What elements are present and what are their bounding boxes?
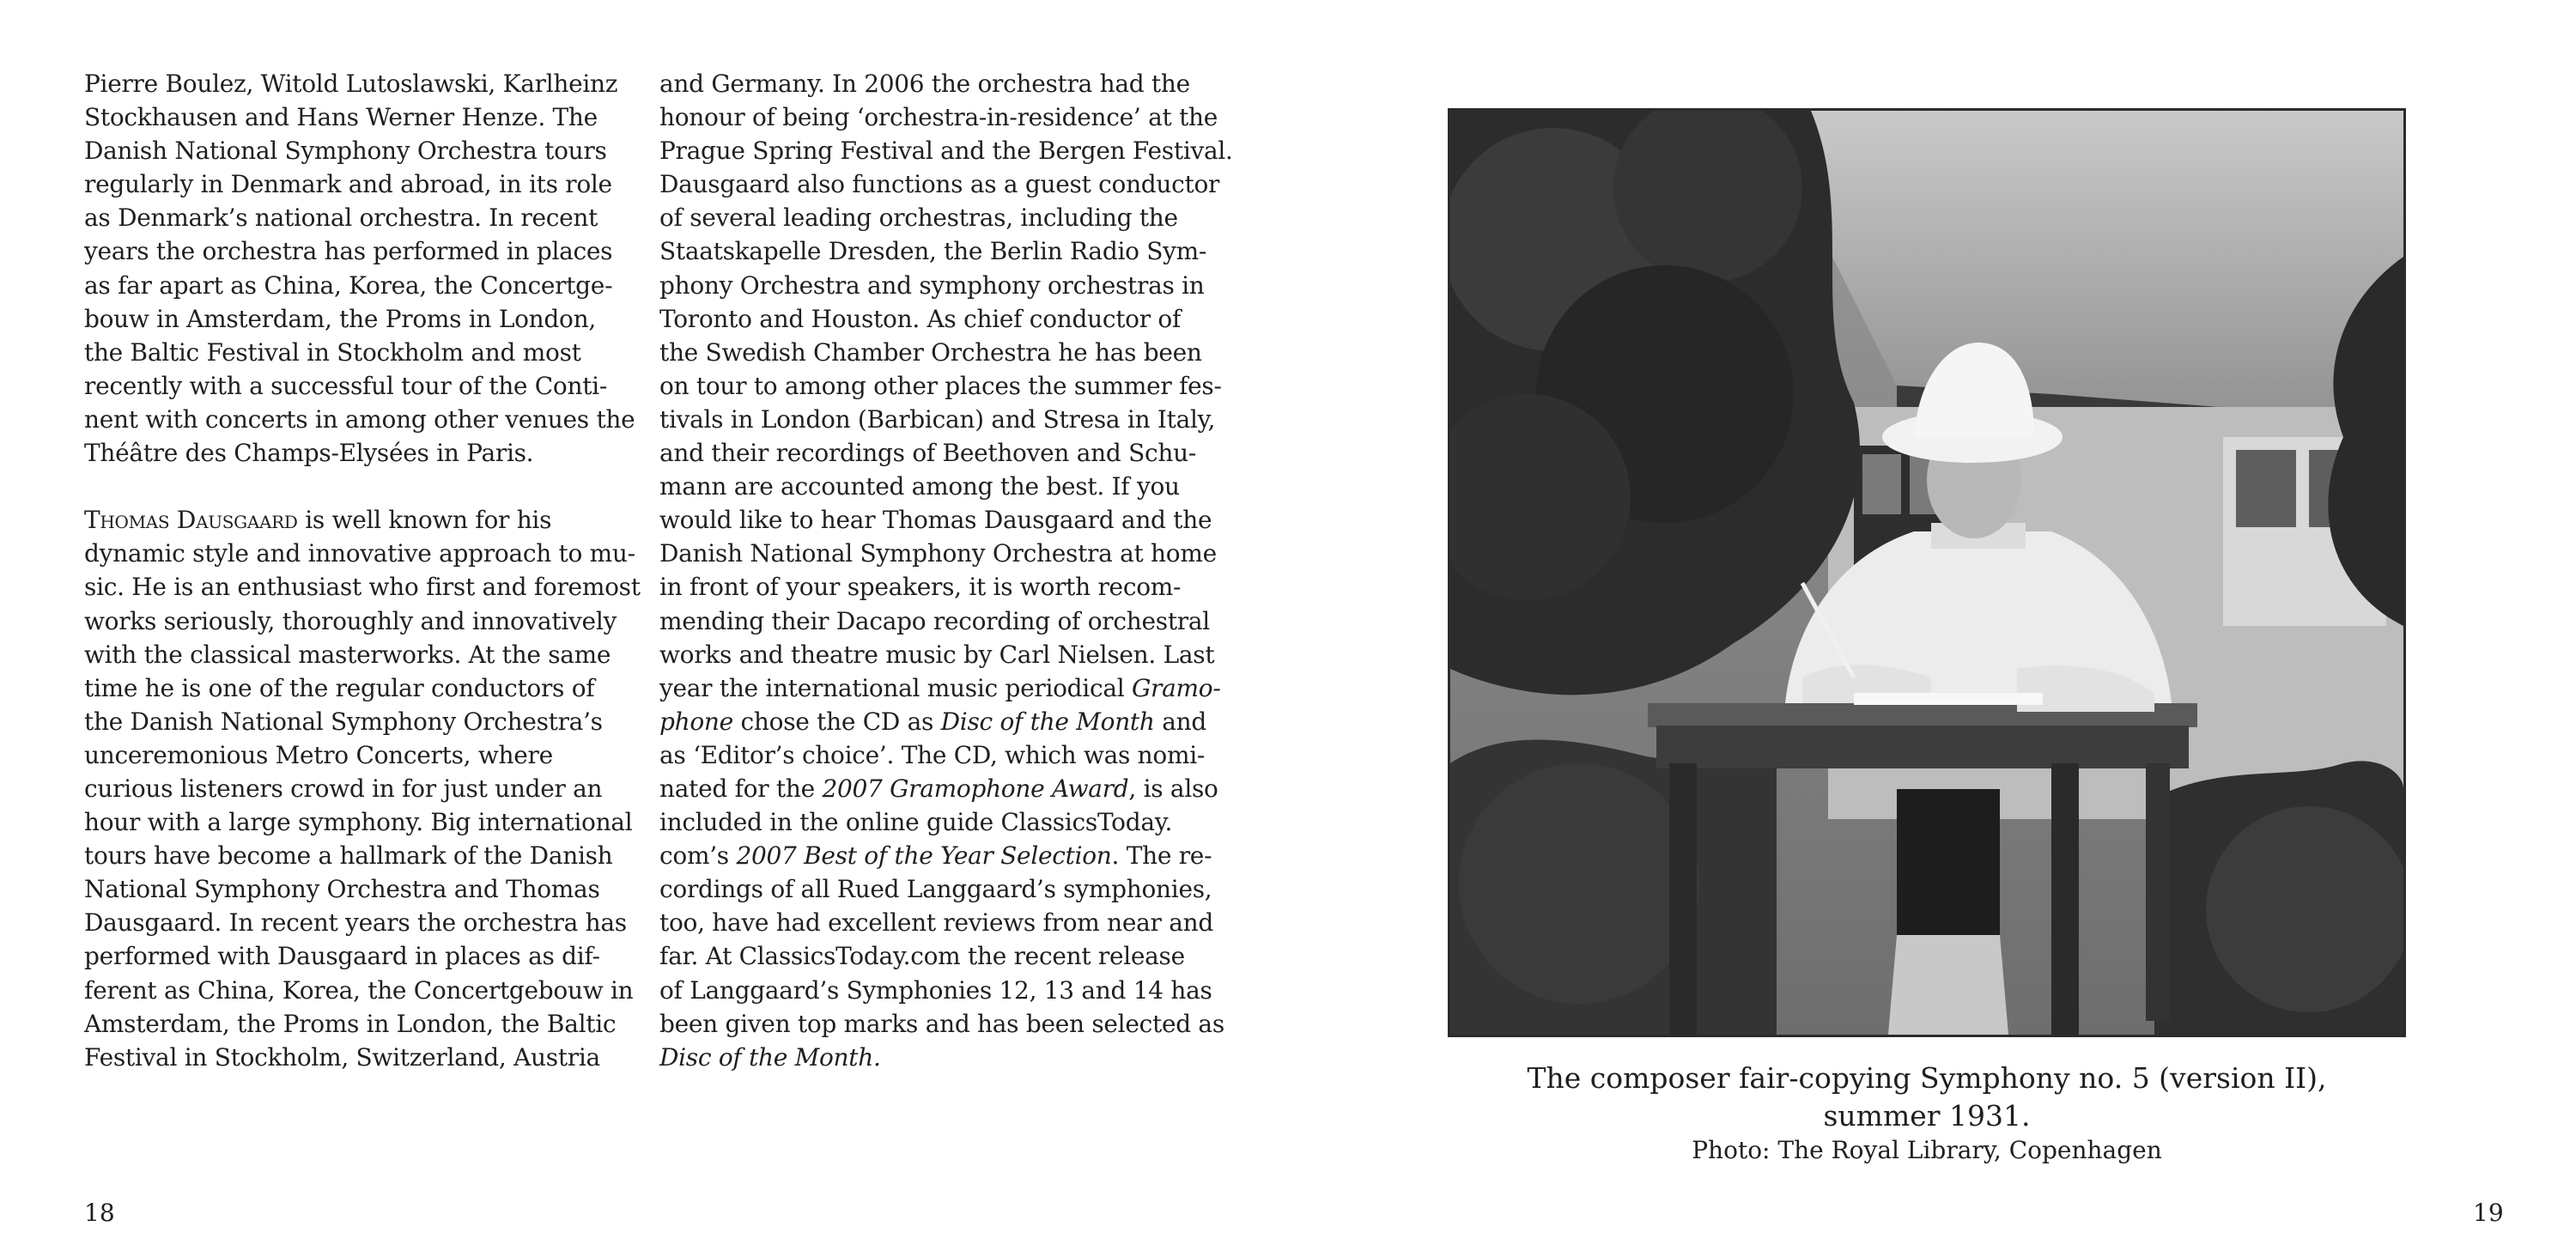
text-line: of several leading orchestras, including the bbox=[659, 203, 1178, 233]
text-line bbox=[659, 671, 1221, 705]
paragraph-thomas-dausgaard bbox=[84, 503, 641, 1074]
photo-credit: Photo: The Royal Library, Copenhagen bbox=[1692, 1136, 2162, 1164]
text-line: tours have become a hallmark of the Danish bbox=[84, 841, 613, 871]
text-line: the Danish National Symphony Orchestra’s bbox=[84, 707, 603, 736]
text-line bbox=[659, 1041, 1209, 1074]
text-line: mann are accounted among the best. If you bbox=[659, 472, 1180, 501]
text-line: regularly in Denmark and abroad, in its role bbox=[84, 170, 612, 199]
text-line: cordings of all Rued Langgaard’s symphonies, bbox=[659, 875, 1212, 904]
text-line: Prague Spring Festival and the Bergen Festival. bbox=[659, 137, 1233, 166]
text-line: would like to hear Thomas Dausgaard and the bbox=[659, 506, 1212, 535]
page-number-left: 18 bbox=[84, 1199, 115, 1227]
paragraph-spacer bbox=[84, 470, 634, 503]
award-title: Disc of the Month bbox=[940, 707, 1155, 736]
text-line bbox=[659, 772, 1218, 805]
text-line: Stockhausen and Hans Werner Henze. The bbox=[84, 103, 598, 132]
award-title: Disc of the Month. bbox=[659, 1042, 881, 1072]
photo-illustration bbox=[1450, 111, 2403, 1035]
text-line: performed with Dausgaard in places as dif- bbox=[84, 942, 600, 971]
text-line bbox=[659, 839, 1212, 872]
text-run: year the international music periodical bbox=[659, 673, 1132, 702]
text-line: Toronto and Houston. As chief conductor of bbox=[659, 304, 1182, 333]
text-line: of Langgaard’s Symphonies 12, 13 and 14 has bbox=[659, 975, 1212, 1005]
text-line: Danish National Symphony Orchestra tours bbox=[84, 137, 607, 166]
text-run: and bbox=[1154, 707, 1206, 736]
text-line: as far apart as China, Korea, the Concertge- bbox=[84, 270, 613, 300]
left-text-column bbox=[84, 67, 641, 1074]
text-line: bouw in Amsterdam, the Proms in London, bbox=[84, 304, 596, 333]
text-line: Dausgaard. In recent years the orchestra has bbox=[84, 908, 627, 938]
text-line: works seriously, thoroughly and innovatively bbox=[84, 606, 617, 635]
text-line: National Symphony Orchestra and Thomas bbox=[84, 875, 600, 904]
text-line: too, have had excellent reviews from near and bbox=[659, 908, 1213, 938]
text-line: phony Orchestra and symphony orchestras in bbox=[659, 270, 1205, 300]
text-run: chose the CD as bbox=[732, 707, 941, 736]
text-run: com’s bbox=[659, 841, 737, 871]
text-line: as Denmark’s national orchestra. In recent bbox=[84, 203, 598, 233]
text-line: been given top marks and has been selected as bbox=[659, 1009, 1224, 1038]
text-run: nated for the bbox=[659, 774, 823, 803]
text-line: in front of your speakers, it is worth recom- bbox=[659, 573, 1182, 602]
text-line: with the classical masterworks. At the same bbox=[84, 640, 611, 669]
text-run: , is also bbox=[1128, 774, 1218, 803]
text-line: Amsterdam, the Proms in London, the Baltic bbox=[84, 1009, 617, 1038]
text-line: Théâtre des Champs-Elysées in Paris. bbox=[84, 439, 534, 468]
text-line: mending their Dacapo recording of orchestral bbox=[659, 606, 1210, 635]
text-line: on tour to among other places the summer fes- bbox=[659, 371, 1222, 400]
text-line bbox=[659, 705, 1209, 738]
text-line: curious listeners crowd in for just under an bbox=[84, 774, 603, 803]
photo-caption bbox=[1448, 1060, 2406, 1135]
text-line: hour with a large symphony. Big international bbox=[84, 808, 633, 837]
award-title: 2007 Best of the Year Selection bbox=[736, 841, 1112, 871]
text-line: works and theatre music by Carl Nielsen. Last bbox=[659, 640, 1215, 669]
text-line: Staatskapelle Dresden, the Berlin Radio Sym- bbox=[659, 237, 1207, 266]
periodical-title: phone bbox=[659, 707, 733, 736]
text-line: included in the online guide ClassicsToday. bbox=[659, 808, 1173, 837]
text-line: years the orchestra has performed in places bbox=[84, 237, 613, 266]
archival-photo bbox=[1448, 108, 2406, 1037]
text-line: Festival in Stockholm, Switzerland, Austria bbox=[84, 1042, 600, 1072]
page-number-right: 19 bbox=[2473, 1199, 2504, 1227]
text-line: Pierre Boulez, Witold Lutoslawski, Karlheinz bbox=[84, 70, 618, 98]
text-line: Dausgaard also functions as a guest conductor bbox=[659, 170, 1220, 199]
text-line bbox=[84, 503, 634, 537]
periodical-title: Gramo- bbox=[1131, 673, 1221, 702]
text-line: and Germany. In 2006 the orchestra had the bbox=[659, 70, 1190, 98]
text-line: sic. He is an enthusiast who first and foremost bbox=[84, 573, 641, 602]
text-line: dynamic style and innovative approach to mu- bbox=[84, 539, 635, 568]
text-line: and their recordings of Beethoven and Schu- bbox=[659, 439, 1196, 468]
caption-line: summer 1931. bbox=[1823, 1099, 2031, 1133]
text-line: ferent as China, Korea, the Concertgebouw in bbox=[84, 975, 634, 1005]
text-line: the Swedish Chamber Orchestra he has been bbox=[659, 337, 1202, 367]
text-line: tivals in London (Barbican) and Stresa in Italy, bbox=[659, 404, 1216, 434]
text-line: as ‘Editor’s choice’. The CD, which was nomi- bbox=[659, 740, 1206, 769]
text-line: Danish National Symphony Orchestra at home bbox=[659, 539, 1217, 568]
text-line: unceremonious Metro Concerts, where bbox=[84, 740, 553, 769]
text-line: nent with concerts in among other venues the bbox=[84, 404, 635, 434]
caption-line: The composer fair-copying Symphony no. 5 (version II), bbox=[1527, 1061, 2327, 1095]
text-line: time he is one of the regular conductors of bbox=[84, 673, 595, 702]
text-line: honour of being ‘orchestra-in-residence’ at the bbox=[659, 103, 1218, 132]
middle-text-column bbox=[659, 67, 1233, 1074]
text-line: recently with a successful tour of the Conti- bbox=[84, 371, 607, 400]
text-run: is well known for his bbox=[297, 506, 552, 535]
text-run: . The re- bbox=[1111, 841, 1212, 871]
text-line: the Baltic Festival in Stockholm and most bbox=[84, 337, 581, 367]
award-title: 2007 Gramophone Award bbox=[822, 774, 1129, 803]
paragraph-orchestra-tours bbox=[84, 67, 634, 470]
conductor-name: Thomas Dausgaard bbox=[84, 506, 298, 535]
text-line: far. At ClassicsToday.com the recent release bbox=[659, 942, 1185, 971]
